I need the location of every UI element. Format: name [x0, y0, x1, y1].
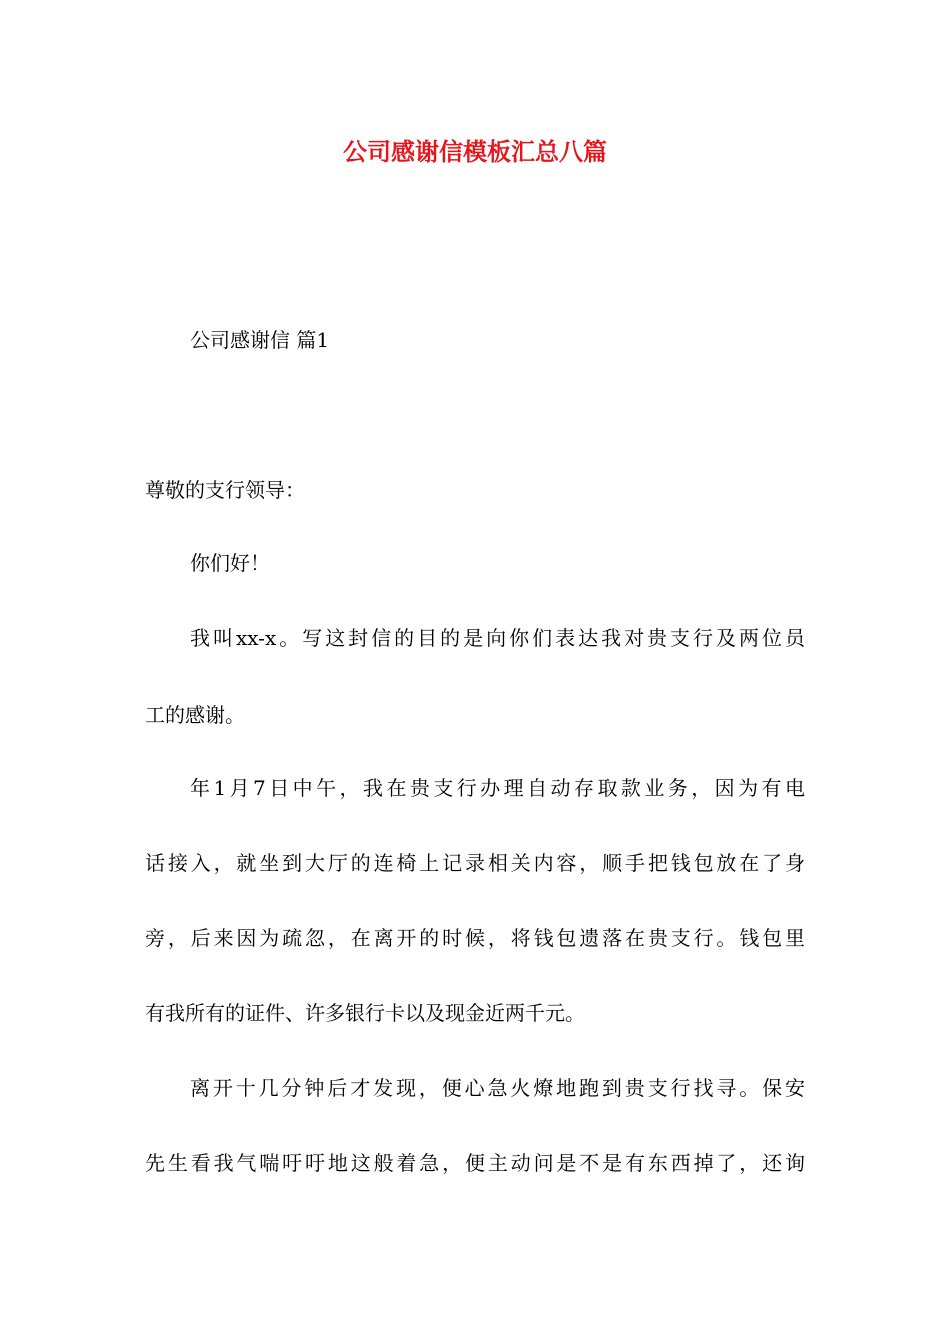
- paragraph-line: 年1月7日中午，我在贵支行办理自动存取款业务，因为有电: [190, 776, 805, 800]
- section-heading: 公司感谢信 篇1: [190, 328, 330, 352]
- paragraph-line: 工的感谢。: [145, 703, 245, 727]
- paragraph-line: 先生看我气喘吁吁地这般着急，便主动问是不是有东西掉了，还询: [145, 1151, 805, 1175]
- document-title: 公司感谢信模板汇总八篇: [343, 137, 607, 166]
- paragraph-line: 旁，后来因为疏忽，在离开的时候，将钱包遗落在贵支行。钱包里: [145, 926, 805, 950]
- paragraph-line: 话接入，就坐到大厅的连椅上记录相关内容，顺手把钱包放在了身: [145, 851, 805, 875]
- paragraph-line: 离开十几分钟后才发现，便心急火燎地跑到贵支行找寻。保安: [190, 1076, 805, 1100]
- salutation: 尊敬的支行领导：: [145, 478, 305, 502]
- paragraph-line: 我叫xx-x。写这封信的目的是向你们表达我对贵支行及两位员: [190, 626, 805, 650]
- greeting: 你们好！: [190, 551, 270, 575]
- paragraph-line: 有我所有的证件、许多银行卡以及现金近两千元。: [145, 1001, 585, 1025]
